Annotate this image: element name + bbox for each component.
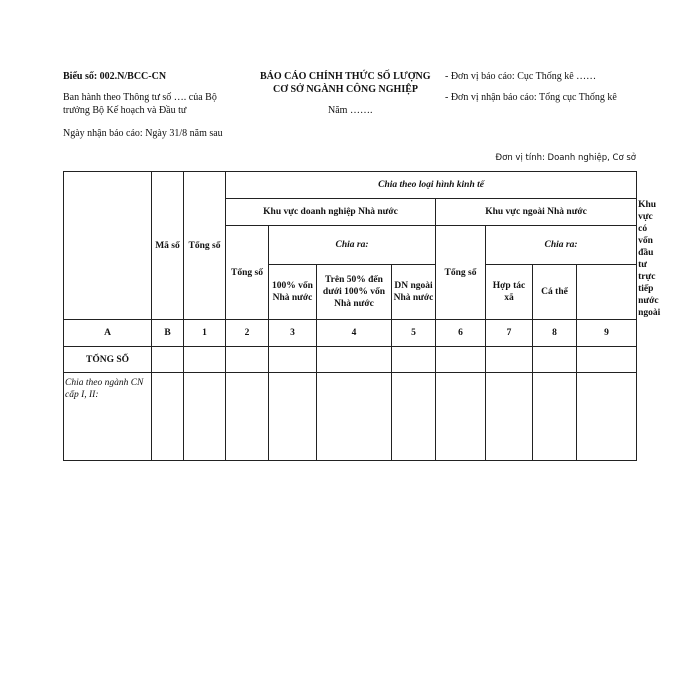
- unit-note: Đơn vị tính: Doanh nghiệp, Cơ sở: [495, 153, 636, 163]
- header-row-1: [64, 172, 637, 199]
- non-state-tong-so: Tổng số: [436, 226, 486, 320]
- non-state-chia-ra: Chia ra:: [486, 226, 637, 265]
- table-cell: [152, 373, 184, 461]
- state-100-header: 100% vốn Nhà nước: [269, 265, 317, 320]
- table-cell: [317, 373, 392, 461]
- table-cell: [533, 347, 577, 373]
- receiving-unit: - Đơn vị nhận báo cáo: Tổng cục Thống kê: [445, 92, 617, 103]
- industry-label: Chia theo ngành CN cấp I, II:: [64, 373, 152, 461]
- state-50-header: Trên 50% đến dưới 100% vốn Nhà nước: [317, 265, 392, 320]
- report-title-line-2: CƠ SỞ NGÀNH CÔNG NGHIỆP: [273, 84, 419, 95]
- table-cell: [226, 373, 269, 461]
- state-chia-ra: Chia ra:: [269, 226, 436, 265]
- total-row: [64, 347, 637, 373]
- report-year: Năm …….: [328, 105, 373, 116]
- table-cell: [317, 347, 392, 373]
- table-cell: [436, 347, 486, 373]
- total-label: TỔNG SỐ: [64, 347, 152, 373]
- state-tong-so: Tổng số: [226, 226, 269, 320]
- state-sector-header: Khu vực doanh nghiệp Nhà nước: [226, 199, 436, 226]
- report-table: [63, 171, 661, 461]
- code-cell: 5: [392, 320, 436, 347]
- table-cell: [269, 347, 317, 373]
- table-cell: [486, 373, 533, 461]
- code-cell: A: [64, 320, 152, 347]
- code-cell: 3: [269, 320, 317, 347]
- code-cell: 7: [486, 320, 533, 347]
- issued-line-1: Ban hành theo Thông tư số …. của Bộ: [63, 92, 217, 103]
- code-cell: 4: [317, 320, 392, 347]
- header-row-2: Khu vực doanh nghiệp Nhà nước Khu vực ngoài Nhà nước Khu vực có vốn đầu tư trực tiếp nước ngoài: [64, 199, 637, 226]
- form-code: Biểu số: 002.N/BCC-CN: [63, 71, 167, 82]
- code-cell: 1: [184, 320, 226, 347]
- table-cell: [436, 373, 486, 461]
- reporting-unit: - Đơn vị báo cáo: Cục Thống kê ……: [445, 71, 597, 82]
- code-cell: 9: [577, 320, 637, 347]
- dn-ngoai-header: DN ngoài Nhà nước: [392, 265, 436, 320]
- col-label-cell: [64, 172, 152, 320]
- code-cell: 8: [533, 320, 577, 347]
- report-title-line-1: BÁO CÁO CHÍNH THỨC SỐ LƯỢNG: [260, 71, 431, 82]
- table-cell: [184, 373, 226, 461]
- ca-the-header: Cá thể: [533, 265, 577, 320]
- non-state-sector-header: Khu vực ngoài Nhà nước: [436, 199, 637, 226]
- col-tong-so: Tổng số: [184, 172, 226, 320]
- table-cell: [392, 373, 436, 461]
- table-cell: [152, 347, 184, 373]
- table-cell: [486, 347, 533, 373]
- industry-row: [64, 373, 637, 461]
- group-header: Chia theo loại hình kinh tế: [226, 172, 637, 199]
- table-cell: [577, 347, 637, 373]
- code-cell: 2: [226, 320, 269, 347]
- table-cell: [392, 347, 436, 373]
- table-cell: [184, 347, 226, 373]
- table-cell: [226, 347, 269, 373]
- receive-date: Ngày nhận báo cáo: Ngày 31/8 năm sau: [63, 128, 223, 139]
- table-cell: [577, 373, 637, 461]
- issued-line-2: trưởng Bộ Kế hoạch và Đầu tư: [63, 105, 187, 116]
- col-ma-so: Mã số: [152, 172, 184, 320]
- code-cell: 6: [436, 320, 486, 347]
- table-cell: [533, 373, 577, 461]
- hop-tac-xa-header: Hợp tác xã: [486, 265, 533, 320]
- table-cell: [269, 373, 317, 461]
- code-cell: B: [152, 320, 184, 347]
- code-row: [64, 320, 637, 347]
